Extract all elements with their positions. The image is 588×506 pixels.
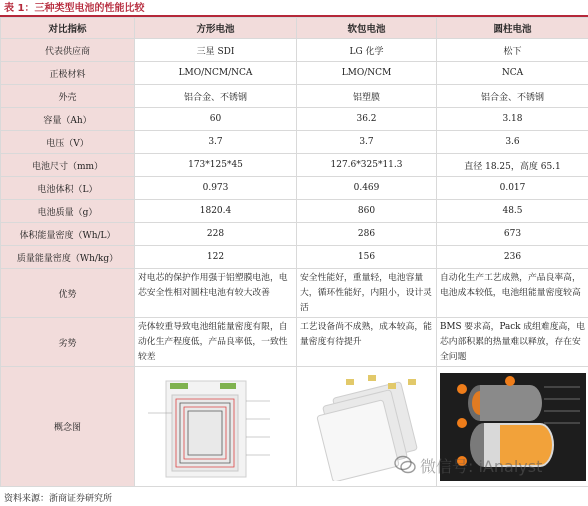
- prismatic-cell-diagram: [137, 373, 294, 481]
- header-prismatic: 方形电池: [135, 18, 297, 39]
- cell-pouch: 3.7: [297, 131, 437, 154]
- wechat-icon: [394, 455, 416, 475]
- header-cylindrical: 圆柱电池: [437, 18, 588, 39]
- cell-prismatic: 壳体较重导致电池组能量密度有限，自动化生产程度低，产品良率低，一致性较差: [135, 318, 297, 367]
- row-label: 劣势: [1, 318, 135, 367]
- cell-prismatic: [135, 367, 297, 487]
- watermark-text: 微信号: iAnalyst: [420, 456, 543, 476]
- table-row: [1, 246, 588, 269]
- cell-pouch: 工艺设备尚不成熟，成本较高，能量密度有待提升: [297, 318, 437, 367]
- header-metric: 对比指标: [1, 18, 135, 39]
- cell-prismatic: 0.973: [135, 177, 297, 200]
- table-title: 表 1：三种类型电池的性能比较: [4, 3, 145, 14]
- cell-cylindrical: 松下: [437, 39, 588, 62]
- cell-prismatic: 228: [135, 223, 297, 246]
- table-row: [1, 85, 588, 108]
- cell-pouch: LMO/NCM: [297, 62, 437, 85]
- row-label: 质量能量密度（Wh/kg）: [1, 246, 135, 269]
- disadvantages-row: [1, 318, 588, 367]
- cell-pouch: LG 化学: [297, 39, 437, 62]
- row-label: 容量（Ah）: [1, 108, 135, 131]
- cell-prismatic: 铝合金、不锈钢: [135, 85, 297, 108]
- table-header-row: [1, 18, 588, 39]
- row-label: 概念图: [1, 367, 135, 487]
- cell-pouch: 127.6*325*11.3: [297, 154, 437, 177]
- cell-prismatic: 173*125*45: [135, 154, 297, 177]
- cell-cylindrical: 铝合金、不锈钢: [437, 85, 588, 108]
- row-label: 正极材料: [1, 62, 135, 85]
- cell-cylindrical: 236: [437, 246, 588, 269]
- cell-prismatic: 三星 SDI: [135, 39, 297, 62]
- cell-pouch: 0.469: [297, 177, 437, 200]
- watermark: [394, 452, 542, 478]
- row-label: 电压（V）: [1, 131, 135, 154]
- row-label: 优势: [1, 269, 135, 318]
- cell-prismatic: 3.7: [135, 131, 297, 154]
- cell-pouch: 860: [297, 200, 437, 223]
- row-label: 外壳: [1, 85, 135, 108]
- cell-prismatic: 1820.4: [135, 200, 297, 223]
- cell-cylindrical: 48.5: [437, 200, 588, 223]
- cell-cylindrical: NCA: [437, 62, 588, 85]
- cell-prismatic: 60: [135, 108, 297, 131]
- cell-pouch: 36.2: [297, 108, 437, 131]
- comparison-table: [0, 17, 588, 487]
- cell-cylindrical: 3.18: [437, 108, 588, 131]
- cell-pouch: 铝塑膜: [297, 85, 437, 108]
- cell-prismatic: LMO/NCM/NCA: [135, 62, 297, 85]
- cell-cylindrical: 673: [437, 223, 588, 246]
- cell-prismatic: 122: [135, 246, 297, 269]
- table-row: [1, 154, 588, 177]
- row-label: 电池质量（g）: [1, 200, 135, 223]
- table-row: [1, 108, 588, 131]
- row-label: 电池体积（L）: [1, 177, 135, 200]
- cell-cylindrical: 自动化生产工艺成熟，产品良率高，电池成本较低，电池组能量密度较高: [437, 269, 588, 318]
- row-label: 电池尺寸（mm）: [1, 154, 135, 177]
- cell-pouch: 156: [297, 246, 437, 269]
- advantages-row: [1, 269, 588, 318]
- header-pouch: 软包电池: [297, 18, 437, 39]
- row-label: 体积能量密度（Wh/L）: [1, 223, 135, 246]
- cell-pouch: 286: [297, 223, 437, 246]
- row-label: 代表供应商: [1, 39, 135, 62]
- cell-cylindrical: 3.6: [437, 131, 588, 154]
- table-row: [1, 39, 588, 62]
- source-note: 资料来源：浙商证券研究所: [4, 494, 113, 504]
- cell-pouch: 安全性能好，重量轻，电池容量大，循环性能好，内阻小，设计灵活: [297, 269, 437, 318]
- table-row: [1, 62, 588, 85]
- cell-cylindrical: 0.017: [437, 177, 588, 200]
- cell-prismatic: 对电芯的保护作用强于铝塑膜电池，电芯安全性相对圆柱电池有较大改善: [135, 269, 297, 318]
- cell-cylindrical: 直径 18.25，高度 65.1: [437, 154, 588, 177]
- table-row: [1, 200, 588, 223]
- table-row: [1, 131, 588, 154]
- cell-cylindrical: BMS 要求高，Pack 成组难度高，电芯内部积累的热量难以释放，存在安全问题: [437, 318, 588, 367]
- table-row: [1, 177, 588, 200]
- table-row: [1, 223, 588, 246]
